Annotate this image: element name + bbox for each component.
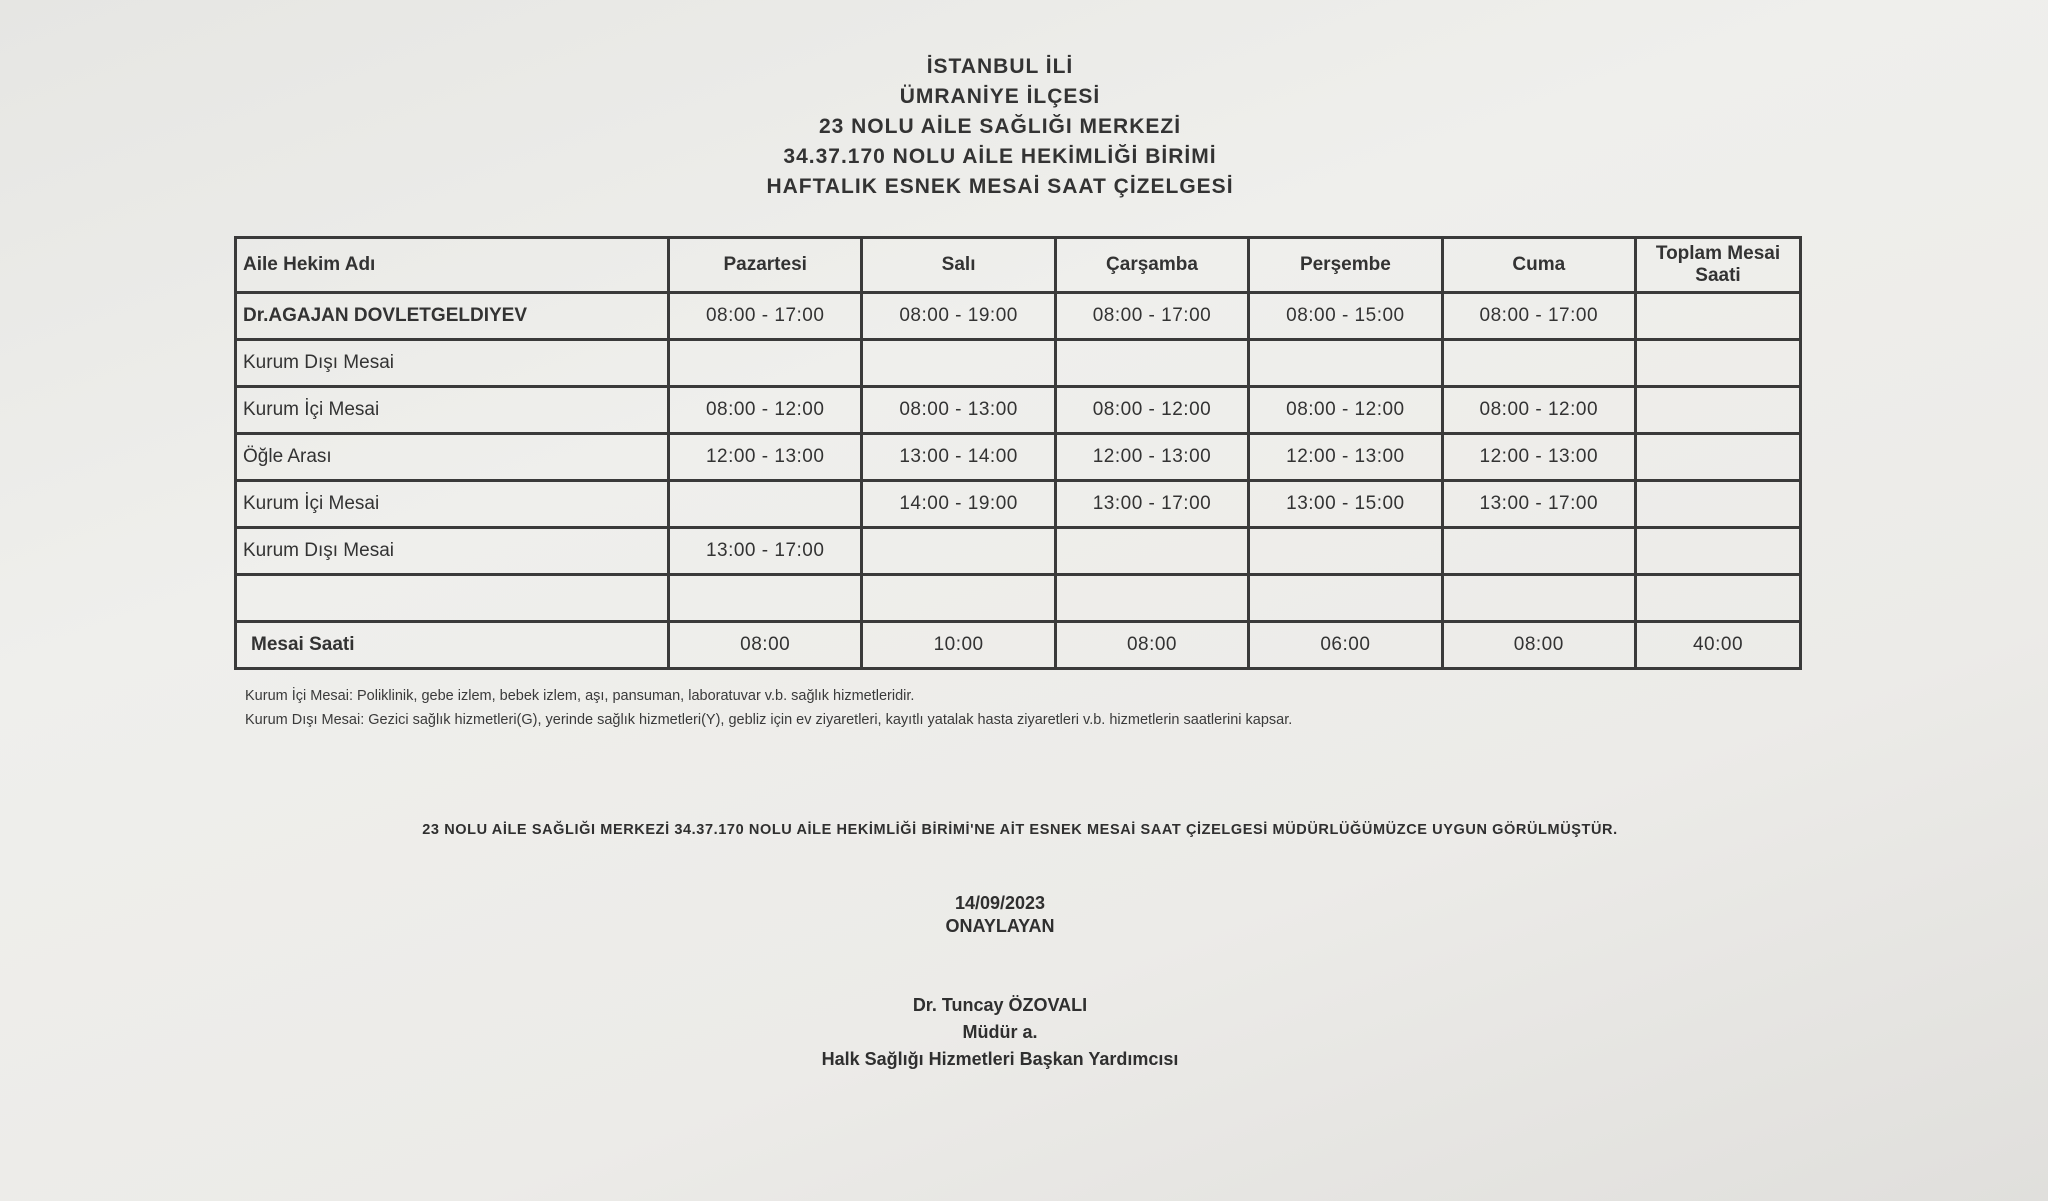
table-cell: 12:00 - 13:00 [1442, 434, 1635, 481]
header-province: İSTANBUL İLİ [926, 55, 1074, 78]
table-cell: 13:00 - 17:00 [1055, 481, 1248, 528]
table-cell [862, 340, 1055, 387]
total-label: Mesai Saati [236, 622, 669, 669]
table-cell [1636, 575, 1801, 622]
table-cell [1055, 340, 1248, 387]
table-row [236, 575, 1801, 622]
table-cell: 13:00 - 14:00 [862, 434, 1055, 481]
signoff-block [600, 892, 1400, 938]
table-cell: 08:00 - 12:00 [1055, 387, 1248, 434]
header-district: ÜMRANİYE İLÇESİ [899, 85, 1101, 108]
notes [245, 684, 1292, 732]
table-cell [1055, 528, 1248, 575]
table-cell: 13:00 - 15:00 [1249, 481, 1442, 528]
row-label: Dr.AGAJAN DOVLETGELDIYEV [236, 293, 669, 340]
total-cell-tuesday: 10:00 [862, 622, 1055, 669]
table-cell: 13:00 - 17:00 [1442, 481, 1635, 528]
header-unit: 34.37.170 NOLU AİLE HEKİMLİĞİ BİRİMİ [783, 145, 1217, 168]
col-header-friday: Cuma [1442, 238, 1635, 293]
signer-name: Dr. Tuncay ÖZOVALI [912, 995, 1088, 1015]
table-row [236, 340, 1801, 387]
table-row [236, 387, 1801, 434]
table-cell: 14:00 - 19:00 [862, 481, 1055, 528]
col-header-tuesday: Salı [862, 238, 1055, 293]
table-cell [1249, 575, 1442, 622]
header-health-center: 23 NOLU AİLE SAĞLIĞI MERKEZİ [818, 115, 1182, 138]
table-header-row [236, 238, 1801, 293]
note-external-shift: Kurum Dışı Mesai: Gezici sağlık hizmetleri(G), yerinde sağlık hizmetleri(Y), gebliz için ev ziyaretleri, kayıtlı yatalak hasta ziyaretleri v.b. hizmetlerin saatlerini kapsar. [245, 712, 1293, 728]
signer-role: Müdür a. [962, 1022, 1038, 1042]
table-cell: 08:00 - 12:00 [1249, 387, 1442, 434]
table-cell: 12:00 - 13:00 [669, 434, 862, 481]
table-cell [1636, 340, 1801, 387]
table-cell [1636, 293, 1801, 340]
header-title: HAFTALIK ESNEK MESAİ SAAT ÇİZELGESİ [766, 175, 1234, 198]
row-label: Öğle Arası [236, 434, 669, 481]
table-cell: 08:00 - 19:00 [862, 293, 1055, 340]
table-cell [1442, 340, 1635, 387]
table-cell [1055, 575, 1248, 622]
table-cell: 08:00 - 12:00 [669, 387, 862, 434]
table-cell [669, 340, 862, 387]
table-cell [1442, 528, 1635, 575]
table-cell [1249, 528, 1442, 575]
table-cell: 12:00 - 13:00 [1055, 434, 1248, 481]
table-row [236, 528, 1801, 575]
total-cell-thursday: 06:00 [1249, 622, 1442, 669]
col-header-wednesday: Çarşamba [1055, 238, 1248, 293]
signer-title: Halk Sağlığı Hizmetleri Başkan Yardımcısı [821, 1049, 1179, 1069]
table-cell [1636, 434, 1801, 481]
table-row [236, 481, 1801, 528]
col-header-monday: Pazartesi [669, 238, 862, 293]
total-cell-wednesday: 08:00 [1055, 622, 1248, 669]
schedule-table [234, 236, 1802, 670]
col-header-name: Aile Hekim Adı [236, 238, 669, 293]
total-cell-monday: 08:00 [669, 622, 862, 669]
total-row [236, 622, 1801, 669]
row-label [236, 575, 669, 622]
table-cell: 08:00 - 15:00 [1249, 293, 1442, 340]
signer-block [600, 992, 1400, 1073]
table-cell: 08:00 - 17:00 [669, 293, 862, 340]
table-cell: 12:00 - 13:00 [1249, 434, 1442, 481]
row-label: Kurum Dışı Mesai [236, 340, 669, 387]
table-cell: 08:00 - 17:00 [1055, 293, 1248, 340]
row-label: Kurum İçi Mesai [236, 387, 669, 434]
approval-status: ONAYLAYAN [945, 916, 1055, 936]
total-cell-week: 40:00 [1636, 622, 1801, 669]
col-header-thursday: Perşembe [1249, 238, 1442, 293]
table-cell: 08:00 - 17:00 [1442, 293, 1635, 340]
table-cell: 08:00 - 13:00 [862, 387, 1055, 434]
table-cell [1636, 387, 1801, 434]
table-cell [1636, 481, 1801, 528]
table-cell [1249, 340, 1442, 387]
total-cell-friday: 08:00 [1442, 622, 1635, 669]
table-cell [669, 481, 862, 528]
row-label: Kurum İçi Mesai [236, 481, 669, 528]
table-cell [1442, 575, 1635, 622]
note-internal-shift: Kurum İçi Mesai: Poliklinik, gebe izlem, bebek izlem, aşı, pansuman, laboratuvar v.b. sağlık hizmetleridir. [245, 688, 915, 704]
col-header-total: Toplam Mesai Saati [1636, 238, 1801, 293]
table-cell [862, 528, 1055, 575]
table-cell: 08:00 - 12:00 [1442, 387, 1635, 434]
approval-date: 14/09/2023 [954, 893, 1046, 913]
table-row [236, 293, 1801, 340]
table-cell [1636, 528, 1801, 575]
table-cell [669, 575, 862, 622]
row-label: Kurum Dışı Mesai [236, 528, 669, 575]
approval-statement: 23 NOLU AİLE SAĞLIĞI MERKEZİ 34.37.170 NOLU AİLE HEKİMLİĞİ BİRİMİ'NE AİT ESNEK MESAİ SAAT ÇİZELGESİ MÜDÜRLÜĞÜMÜZCE UYGUN GÖRÜLMÜŞTÜR. [422, 822, 1618, 838]
table-row [236, 434, 1801, 481]
table-cell: 13:00 - 17:00 [669, 528, 862, 575]
table-cell [862, 575, 1055, 622]
document-header [600, 52, 1400, 202]
